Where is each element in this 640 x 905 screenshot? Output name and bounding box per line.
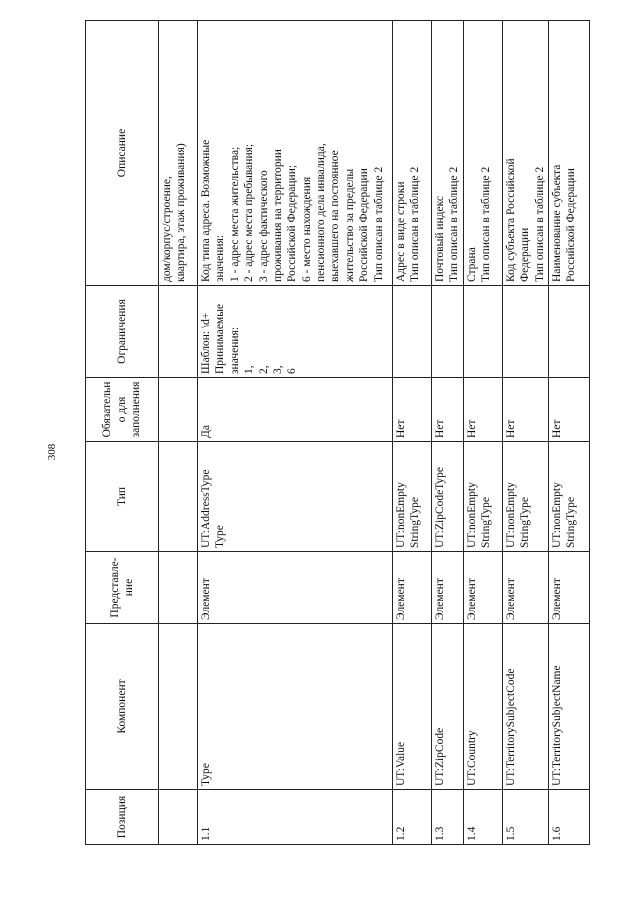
cell-position xyxy=(159,790,198,845)
cell-representation: Элемент xyxy=(548,552,589,624)
cell-type: UT:nonEmpty StringType xyxy=(548,442,589,552)
cell-position: 1.5 xyxy=(502,790,548,845)
cell-type: UT:nonEmpty StringType xyxy=(393,442,432,552)
limitations-line: Принимаемые xyxy=(214,303,227,374)
description-line: Код субъекта Российской xyxy=(504,158,517,282)
cell-limitations xyxy=(463,286,502,378)
cell-limitations xyxy=(548,286,589,378)
description-line: Российской Федерации; xyxy=(286,164,299,282)
cell-component: UT:TerritorySubjectName xyxy=(548,624,589,790)
cell-type: UT:nonEmpty StringType xyxy=(463,442,502,552)
cell-type xyxy=(159,442,198,552)
header-position: Позиция xyxy=(86,790,159,845)
cell-required xyxy=(159,378,198,442)
cell-representation: Элемент xyxy=(432,552,464,624)
description-line: Почтовый индекс xyxy=(434,195,446,282)
table-row xyxy=(548,21,589,845)
description-line: Тип описан в таблице 2 xyxy=(533,166,546,282)
cell-representation: Элемент xyxy=(393,552,432,624)
header-row xyxy=(86,21,159,845)
description-line: Тип описан в таблице 2 xyxy=(448,166,461,282)
limitations-line: 6 xyxy=(286,368,299,374)
table-row xyxy=(198,21,393,845)
cell-required: Нет xyxy=(432,378,464,442)
cell-representation: Элемент xyxy=(463,552,502,624)
cell-limitations xyxy=(159,286,198,378)
limitations-line: Шаблон: \d+ xyxy=(200,312,212,374)
cell-description xyxy=(159,21,198,286)
header-description: Описание xyxy=(86,21,159,286)
header-type: Тип xyxy=(86,442,159,552)
table-row xyxy=(159,21,198,845)
cell-required: Нет xyxy=(393,378,432,442)
cell-description xyxy=(548,21,589,286)
description-line: дом/корпус/строение, xyxy=(161,176,173,282)
description-line: 2 - адрес места пребывания; xyxy=(243,143,256,282)
table-row xyxy=(502,21,548,845)
cell-limitations xyxy=(393,286,432,378)
table-row xyxy=(432,21,464,845)
cell-representation: Элемент xyxy=(198,552,393,624)
cell-description xyxy=(198,21,393,286)
description-line: Российской Федерации xyxy=(358,168,371,282)
cell-required: Нет xyxy=(502,378,548,442)
description-line: жительство за пределы xyxy=(343,168,356,282)
description-line: Федерации xyxy=(519,227,532,282)
page-number: 308 xyxy=(46,443,58,461)
cell-type: UT:nonEmpty StringType xyxy=(502,442,548,552)
cell-position: 1.6 xyxy=(548,790,589,845)
header-limitations: Ограничения xyxy=(86,286,159,378)
limitations-line: значения: xyxy=(228,326,241,374)
header-component: Компонент xyxy=(86,624,159,790)
table-row xyxy=(393,21,432,845)
description-line: Адрес в виде строки xyxy=(395,181,407,282)
limitations-line: 2, xyxy=(257,365,270,374)
table-row xyxy=(463,21,502,845)
cell-required: Нет xyxy=(548,378,589,442)
cell-representation: Элемент xyxy=(502,552,548,624)
description-line: Наименование субъекта xyxy=(550,164,563,282)
description-line: проживания на территории xyxy=(271,149,284,282)
header-representation: Представле-ние xyxy=(86,552,159,624)
cell-position: 1.4 xyxy=(463,790,502,845)
header-required: Обязательно для заполнения xyxy=(86,378,159,442)
cell-component: UT:ZipCode xyxy=(432,624,464,790)
description-line: пенсионного дела инвалида, xyxy=(315,143,327,282)
limitations-line: 3, xyxy=(271,365,284,374)
limitations-line: 1, xyxy=(243,365,256,374)
cell-required: Да xyxy=(198,378,393,442)
description-line: 3 - адрес фактического xyxy=(257,170,270,282)
description-line: выехавшего на постоянное xyxy=(329,150,342,282)
description-line: Код типа адреса. Возможные xyxy=(200,139,212,282)
cell-component: UT:Country xyxy=(463,624,502,790)
cell-position: 1.3 xyxy=(432,790,464,845)
cell-description xyxy=(463,21,502,286)
cell-component: Type xyxy=(198,624,393,790)
description-line: Тип описан в таблице 2 xyxy=(480,166,493,282)
description-line: значения: xyxy=(214,234,227,282)
cell-component: UT:Value xyxy=(393,624,432,790)
cell-position: 1.2 xyxy=(393,790,432,845)
cell-component xyxy=(159,624,198,790)
description-line: 1 - адрес места жительства; xyxy=(228,146,241,282)
cell-description xyxy=(393,21,432,286)
description-line: Тип описан в таблице 2 xyxy=(409,166,422,282)
cell-limitations xyxy=(502,286,548,378)
description-line: Страна xyxy=(465,247,478,282)
cell-required: Нет xyxy=(463,378,502,442)
cell-description xyxy=(432,21,464,286)
cell-representation xyxy=(159,552,198,624)
cell-position: 1.1 xyxy=(198,790,393,845)
data-table xyxy=(85,20,590,845)
description-line: квартира, этаж проживания) xyxy=(175,143,188,282)
description-line: Тип описан в таблице 2 xyxy=(372,166,385,282)
cell-component: UT:TerritorySubjectCode xyxy=(502,624,548,790)
rotated-table-wrapper xyxy=(85,70,592,845)
cell-type: UT:ZipCodeType xyxy=(432,442,464,552)
cell-limitations xyxy=(432,286,464,378)
cell-limitations xyxy=(198,286,393,378)
description-line: 6 - место нахождения xyxy=(300,176,313,282)
description-line: Российской Федерации xyxy=(565,168,578,282)
cell-type: UT:AddressType Type xyxy=(198,442,393,552)
cell-description xyxy=(502,21,548,286)
